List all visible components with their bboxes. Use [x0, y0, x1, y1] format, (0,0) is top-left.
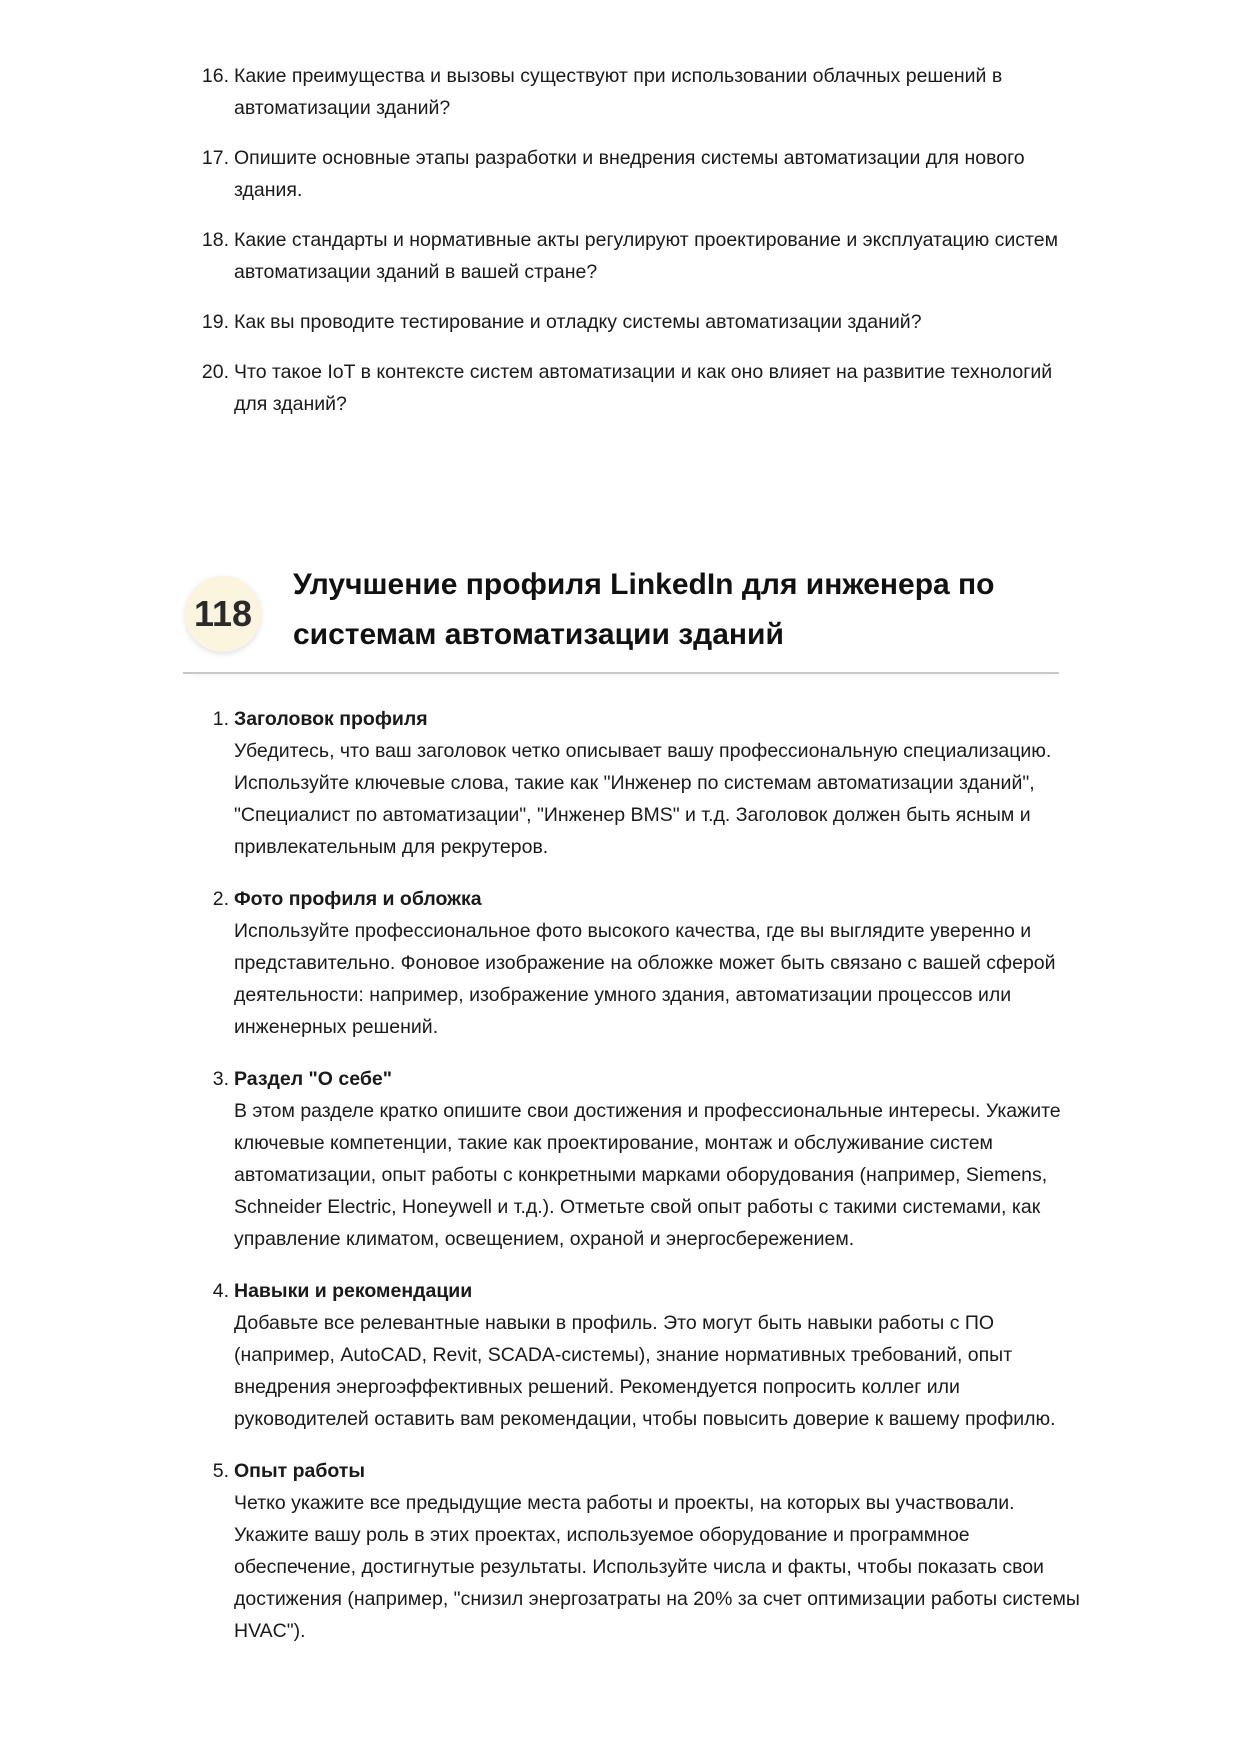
list-item-number: 16. — [201, 65, 229, 87]
list-item — [200, 306, 1080, 338]
tip-title: Раздел "О себе" — [234, 1068, 392, 1090]
tip-body: Используйте профессиональное фото высокого качества, где вы выглядите уверенно и представительно. Фоновое изображение на обложке может быть связано с вашей сферой деятельности: например, изображение умного здания, автоматизации процессов или инженерных решений. — [234, 920, 1056, 1038]
questions-list — [200, 60, 1080, 438]
list-item-text: Опишите основные этапы разработки и внедрения системы автоматизации для нового здания. — [234, 147, 1025, 201]
list-item — [200, 703, 1080, 863]
list-item — [200, 224, 1080, 288]
list-item-text: Что такое IoT в контексте систем автоматизации и как оно влияет на развитие технологий для зданий? — [234, 361, 1053, 415]
list-item-number: 5. — [212, 1460, 229, 1482]
list-item — [200, 1063, 1080, 1255]
list-item-number: 1. — [212, 708, 229, 730]
list-item — [200, 1275, 1080, 1435]
tip-body: Добавьте все релевантные навыки в профиль. Это могут быть навыки работы с ПО (например, AutoCAD, Revit, SCADA-системы), знание нормативных требований, опыт внедрения энергоэффективных решений. Рекомендуется попросить коллег или руководителей оставить вам рекомендации, чтобы повысить доверие к вашему профилю. — [234, 1312, 1056, 1430]
section-title: Улучшение профиля LinkedIn для инженера по системам автоматизации зданий — [293, 568, 995, 651]
list-item-number: 2. — [212, 888, 229, 910]
list-item-number: 17. — [201, 147, 229, 169]
tip-title: Заголовок профиля — [234, 708, 428, 730]
tip-title: Навыки и рекомендации — [234, 1280, 473, 1302]
tip-body: Четко укажите все предыдущие места работы и проекты, на которых вы участвовали. Укажите вашу роль в этих проектах, используемое оборудование и программное обеспечение, достигнутые результаты. Используйте числа и факты, чтобы показать свои достижения (например, "снизил энергозатраты на 20% за счет оптимизации работы системы HVAC"). — [234, 1492, 1080, 1642]
tip-body: Убедитесь, что ваш заголовок четко описывает вашу профессиональную специализацию. Используйте ключевые слова, такие как "Инженер по системам автоматизации зданий", "Специалист по автоматизации", "Инженер BMS" и т.д. Заголовок должен быть ясным и привлекательным для рекрутеров. — [234, 740, 1052, 858]
tip-body: В этом разделе кратко опишите свои достижения и профессиональные интересы. Укажите ключевые компетенции, такие как проектирование, монтаж и обслуживание систем автоматизации, опыт работы с конкретными марками оборудования (например, Siemens, Schneider Electric, Honeywell и т.д.). Отметьте свой опыт работы с такими системами, как управление климатом, освещением, охраной и энергосбережением. — [234, 1100, 1061, 1250]
tip-title: Опыт работы — [234, 1460, 365, 1482]
list-item-text: Как вы проводите тестирование и отладку системы автоматизации зданий? — [234, 311, 922, 333]
list-item — [200, 142, 1080, 206]
list-item-number: 19. — [201, 311, 229, 333]
list-item-number: 18. — [201, 229, 229, 251]
section-number-badge: 118 — [185, 576, 261, 652]
list-item — [200, 883, 1080, 1043]
list-item — [200, 356, 1080, 420]
list-item-number: 4. — [212, 1280, 229, 1302]
section-header — [183, 560, 1059, 674]
list-item-text: Какие стандарты и нормативные акты регулируют проектирование и эксплуатацию систем автоматизации зданий в вашей стране? — [234, 229, 1058, 283]
tip-title: Фото профиля и обложка — [234, 888, 482, 910]
list-item — [200, 1455, 1080, 1647]
list-item-text: Какие преимущества и вызовы существуют при использовании облачных решений в автоматизации зданий? — [234, 65, 1003, 119]
list-item-number: 3. — [212, 1068, 229, 1090]
tips-list — [200, 703, 1080, 1667]
list-item-number: 20. — [201, 361, 229, 383]
list-item — [200, 60, 1080, 124]
